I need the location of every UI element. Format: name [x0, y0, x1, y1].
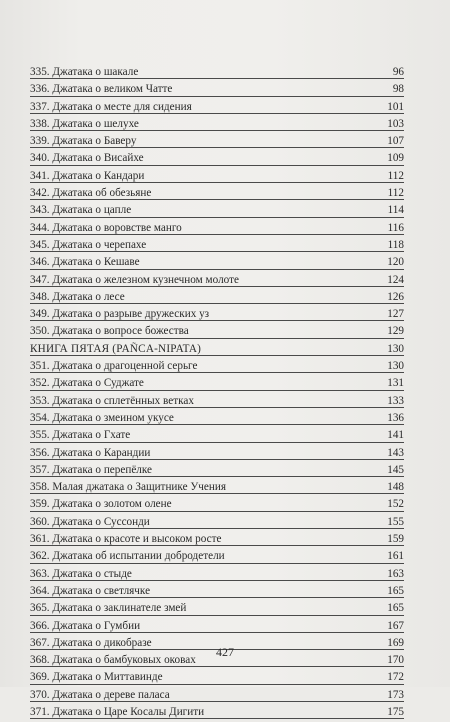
- toc-entry: [30, 463, 404, 480]
- toc-entry-page: 96: [392, 66, 404, 78]
- toc-entry: [30, 428, 404, 445]
- toc-entry: [30, 480, 404, 497]
- toc-entry-title: 350. Джатака о вопросе божества: [30, 325, 189, 338]
- toc-entry-title: 347. Джатака о железном кузнечном молоте: [30, 273, 239, 286]
- toc-entry: [30, 376, 404, 393]
- toc-entry: [30, 117, 404, 134]
- toc-entry: [30, 169, 404, 186]
- toc-entry: [30, 203, 404, 220]
- toc-entry-title: 359. Джатака о золотом олене: [30, 498, 172, 511]
- toc-entry-title: 371. Джатака о Царе Косалы Дигити: [30, 705, 205, 718]
- toc-entry-page: 129: [387, 325, 404, 338]
- toc-entry-title: 358. Малая джатака о Защитнике Учения: [30, 481, 226, 494]
- toc-entry-title: 336. Джатака о великом Чатте: [30, 83, 173, 96]
- toc-entry-title: 352. Джатака о Суджате: [30, 377, 144, 390]
- toc-entry: [30, 705, 404, 722]
- toc-entry-page: 167: [387, 619, 404, 632]
- toc-entry: [30, 601, 404, 618]
- toc-entry-page: 143: [387, 446, 404, 459]
- toc-entry-page: 133: [387, 394, 404, 407]
- toc-entry-page: 124: [387, 273, 404, 286]
- toc-entry-page: 173: [387, 688, 404, 701]
- toc-entry-page: 109: [387, 152, 404, 165]
- toc-entry-title: 361. Джатака о красоте и высоком росте: [30, 533, 222, 546]
- page-number: 427: [216, 645, 234, 659]
- toc-entry-title: 344. Джатака о воровстве манго: [30, 221, 182, 234]
- toc-entry-page: 159: [387, 533, 404, 546]
- toc-entry: [30, 238, 404, 255]
- toc-entry: [30, 619, 404, 636]
- toc-entry: [30, 324, 404, 341]
- toc-entry-title: КНИГА ПЯТАЯ (PAÑCA-NIPATA): [30, 342, 202, 355]
- toc-entry-page: 120: [387, 256, 404, 269]
- toc-entry-title: 363. Джатака о стыде: [30, 567, 132, 580]
- toc-entry: [30, 82, 404, 99]
- toc-entry-page: 148: [387, 481, 404, 494]
- toc-entry-page: 112: [387, 169, 404, 182]
- toc-entry-title: 360. Джатака о Суссонди: [30, 515, 150, 528]
- toc-entry: [30, 290, 404, 307]
- toc-entry-page: 114: [387, 204, 404, 217]
- table-of-contents: [30, 65, 404, 722]
- toc-entry-title: 346. Джатака о Кешаве: [30, 256, 140, 269]
- toc-entry-title: 357. Джатака о перепёлке: [30, 463, 152, 476]
- toc-entry-title: 339. Джатака о Баверу: [30, 135, 137, 148]
- toc-entry-page: 118: [387, 238, 404, 251]
- toc-entry-page: 161: [387, 550, 404, 563]
- toc-entry-page: 169: [387, 636, 404, 649]
- toc-entry-title: 355. Джатака о Гхате: [30, 429, 131, 442]
- toc-entry-title: 348. Джатака о лесе: [30, 290, 125, 303]
- toc-entry: [30, 411, 404, 428]
- toc-entry-title: 340. Джатака о Висайхе: [30, 152, 144, 165]
- toc-entry-title: 354. Джатака о змеином укусе: [30, 411, 174, 424]
- toc-entry: [30, 65, 404, 82]
- toc-entry-page: 101: [387, 100, 404, 113]
- toc-entry: [30, 255, 404, 272]
- toc-entry-title: 364. Джатака о светлячке: [30, 584, 151, 597]
- toc-entry-title: 365. Джатака о заклинателе змей: [30, 602, 187, 615]
- toc-entry-page: 107: [387, 135, 404, 148]
- toc-entry-title: 337. Джатака о месте для сидения: [30, 100, 192, 113]
- toc-entry-title: 370. Джатака о дереве паласа: [30, 688, 170, 701]
- toc-entry: [30, 446, 404, 463]
- toc-section-heading: [30, 342, 404, 359]
- toc-entry-title: 343. Джатака о цапле: [30, 204, 132, 217]
- toc-entry: [30, 532, 404, 549]
- toc-entry-title: 351. Джатака о драгоценной серьге: [30, 360, 198, 373]
- toc-entry-page: 116: [387, 221, 404, 234]
- toc-entry-title: 335. Джатака о шакале: [30, 66, 139, 78]
- toc-entry-page: 131: [387, 377, 404, 390]
- toc-entry-title: 338. Джатака о шелухе: [30, 117, 139, 130]
- toc-entry-page: 155: [387, 515, 404, 528]
- toc-entry-page: 172: [387, 671, 404, 684]
- toc-entry: [30, 307, 404, 324]
- toc-entry-title: 353. Джатака о сплетённых ветках: [30, 394, 194, 407]
- toc-entry: [30, 394, 404, 411]
- toc-entry-page: 165: [387, 584, 404, 597]
- toc-entry-page: 103: [387, 117, 404, 130]
- toc-entry-page: 175: [387, 705, 404, 718]
- toc-entry-page: 130: [387, 360, 404, 373]
- toc-entry-page: 130: [387, 342, 404, 355]
- toc-entry: [30, 567, 404, 584]
- toc-entry-page: 163: [387, 567, 404, 580]
- toc-entry-title: 362. Джатака об испытании добродетели: [30, 550, 225, 563]
- toc-entry-page: 165: [387, 602, 404, 615]
- toc-entry: [30, 670, 404, 687]
- toc-entry: [30, 584, 404, 601]
- toc-entry-page: 126: [387, 290, 404, 303]
- toc-entry-page: 170: [387, 654, 404, 667]
- toc-entry-page: 112: [387, 187, 404, 200]
- toc-entry-page: 136: [387, 411, 404, 424]
- toc-entry-title: 356. Джатака о Карандии: [30, 446, 151, 459]
- toc-entry-page: 145: [387, 463, 404, 476]
- toc-entry-title: 341. Джатака о Кандари: [30, 169, 145, 182]
- toc-entry: [30, 221, 404, 238]
- toc-entry-title: 369. Джатака о Миттавинде: [30, 671, 163, 684]
- toc-entry: [30, 100, 404, 117]
- toc-entry-page: 152: [387, 498, 404, 511]
- toc-entry: [30, 515, 404, 532]
- toc-entry-page: 98: [392, 83, 404, 96]
- toc-entry: [30, 497, 404, 514]
- toc-entry-page: 127: [387, 308, 404, 321]
- toc-entry-title: 367. Джатака о дикобразе: [30, 636, 152, 649]
- toc-entry-title: 345. Джатака о черепахе: [30, 238, 147, 251]
- toc-entry: [30, 186, 404, 203]
- toc-entry-page: 141: [387, 429, 404, 442]
- toc-entry-title: 368. Джатака о бамбуковых оковах: [30, 654, 196, 667]
- toc-entry: [30, 549, 404, 566]
- toc-entry: [30, 688, 404, 705]
- toc-entry-title: 349. Джатака о разрыве дружеских уз: [30, 308, 210, 321]
- toc-entry: [30, 359, 404, 376]
- toc-entry: [30, 151, 404, 168]
- toc-entry: [30, 273, 404, 290]
- toc-entry: [30, 134, 404, 151]
- toc-entry-title: 342. Джатака об обезьяне: [30, 187, 152, 200]
- toc-entry-title: 366. Джатака о Гумбии: [30, 619, 141, 632]
